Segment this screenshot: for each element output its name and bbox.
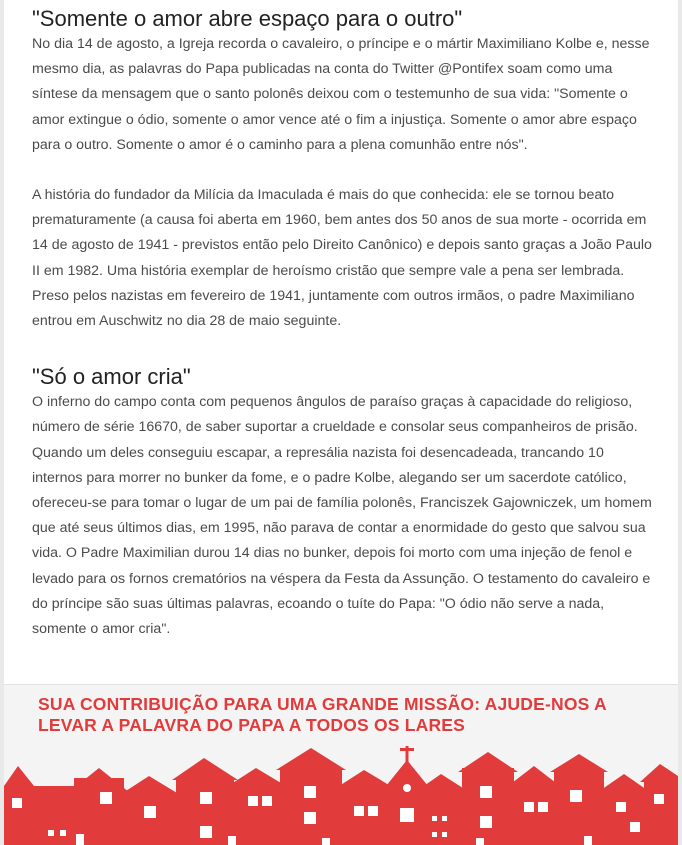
donation-banner[interactable]: [4, 684, 678, 845]
paragraph-history: A história do fundador da Milícia da Imaculada é mais do que conhecida: ele se tornou beato prematuramente (a causa foi aberta em 1960, bem antes dos 50 anos de sua morte - ocorrida em 14 de agosto de 1941 - previstos então pelo Direito Canônico) e depois santo graças a João Paulo II em 1982. Uma história exemplar de heroísmo cristão que sempre vale a pena ser lembrada. Preso pelos nazistas em fevereiro de 1941, juntamente com outros irmãos, o padre Maximiliano entrou em Auschwitz no dia 28 de maio seguinte.: [32, 187, 652, 330]
paragraph-auschwitz: O inferno do campo conta com pequenos ângulos de paraíso graças à capacidade do religioso, número de série 16670, de saber suportar a crueldade e consolar seus companheiros de prisão. Quando um deles conseguiu escapar, a represália nazista foi desencadeada, trancando 10 internos para morrer no bunker da fome, e o padre Kolbe, alegando ser um sacerdote católico, ofereceu-se para tomar o lugar de um pai de família polonês, Franciszek Gajowniczek, um homem que até seus últimos dias, em 1995, não parava de contar a enormidade do gesto que salvou sua vida. O Padre Maximilian durou 14 dias no bunker, depois foi morto com uma injeção de fenol e levado para os fornos crematórios na véspera da Festa da Assunção. O testamento do cavaleiro e do príncipe são suas últimas palavras, ecoando o tuíte do Papa: "O ódio não serve a nada, somente o amor cria".: [32, 394, 652, 638]
banner-title: SUA CONTRIBUIÇÃO PARA UMA GRANDE MISSÃO: AJUDE-NOS A LEVAR A PALAVRA DO PAPA A TODOS OS LARES: [38, 694, 607, 735]
spacer: [32, 334, 656, 364]
spacer: [32, 158, 656, 183]
town-skyline-illustration: [4, 746, 678, 845]
article: [4, 0, 678, 642]
paragraph-intro: No dia 14 de agosto, a Igreja recorda o cavaleiro, o príncipe e o mártir Maximiliano Kolbe e, nesse mesmo dia, as palavras do Papa publicadas na conta do Twitter @Pontifex soam como uma síntese da mensagem que o santo polonês deixou com o testemunho de sua vida: "Somente o amor extingue o ódio, somente o amor vence até o fim a injustiça. Somente o amor abre espaço para o outro. Somente o amor é o caminho para a plena comunhão entre nós".: [32, 36, 650, 153]
section-heading-love-opens-space: "Somente o amor abre espaço para o outro": [32, 6, 463, 31]
page: [4, 0, 678, 845]
section-heading-only-love-creates: "Só o amor cria": [32, 364, 191, 390]
